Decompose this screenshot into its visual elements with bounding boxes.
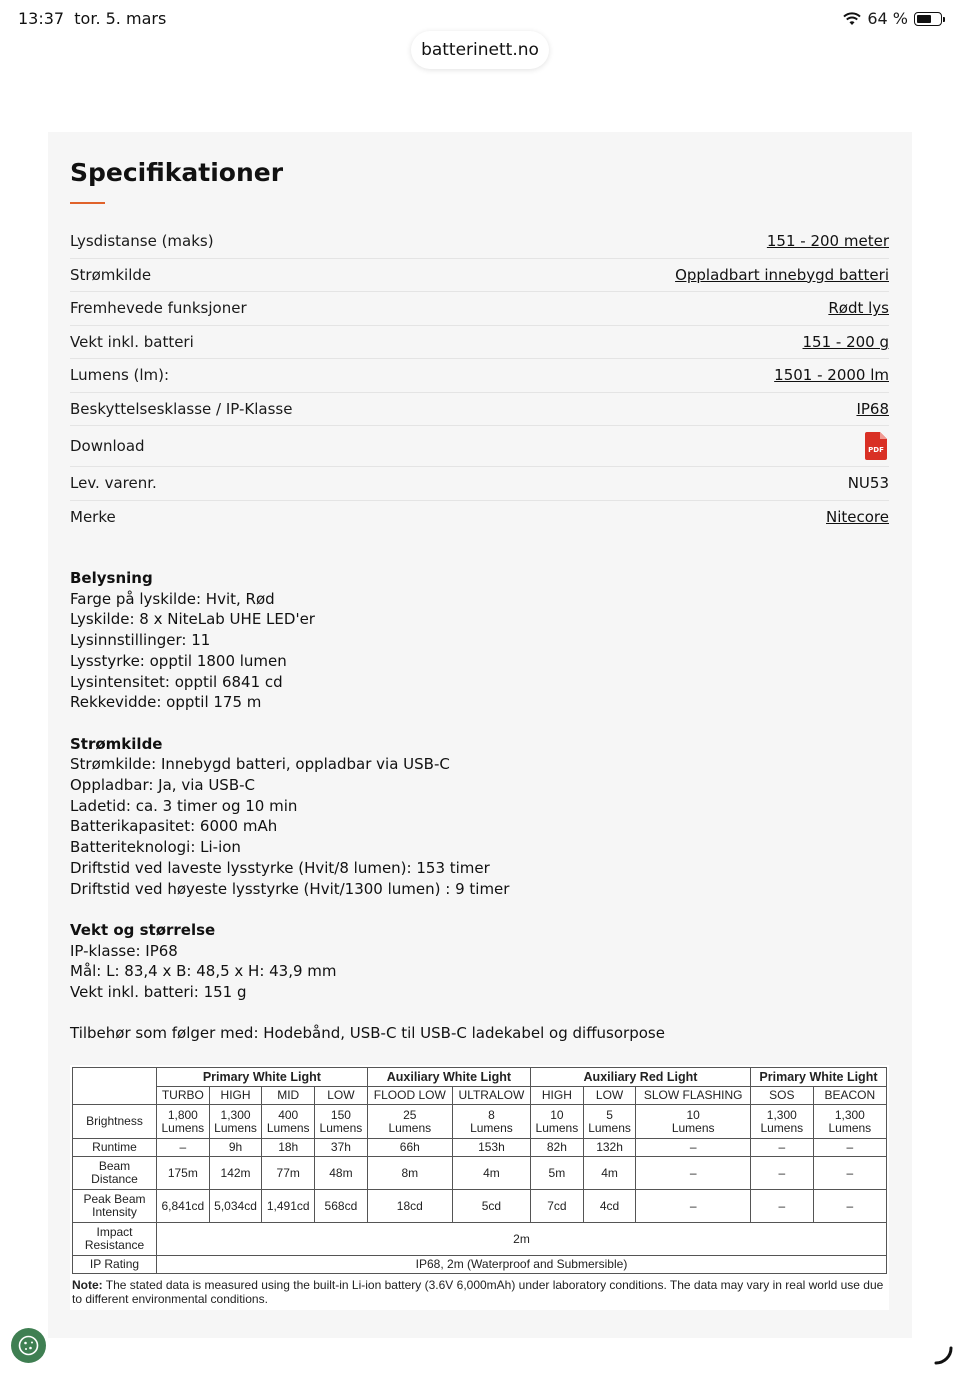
desc-line: Batteriteknologi: Li-ion	[70, 838, 241, 857]
spec-row	[70, 326, 889, 360]
battery-percent: 64 %	[867, 9, 908, 28]
desc-line: Lyskilde: 8 x NiteLab UHE LED'er	[70, 610, 315, 629]
table-row-label: Impact Resistance	[73, 1223, 157, 1256]
table-cell: 1,300 Lumens	[813, 1105, 886, 1139]
table-row-label: Brightness	[73, 1105, 157, 1139]
spec-row	[70, 225, 889, 259]
spec-label: Lev. varenr.	[70, 474, 157, 493]
table-mode-row	[73, 1087, 887, 1105]
spec-row	[70, 501, 889, 535]
table-cell: –	[813, 1157, 886, 1190]
spec-row-download	[70, 426, 889, 467]
table-cell: 18h	[262, 1139, 315, 1157]
table-cell: –	[157, 1139, 210, 1157]
desc-line: Mål: L: 83,4 x B: 48,5 x H: 43,9 mm	[70, 962, 337, 981]
table-cell: –	[750, 1139, 813, 1157]
table-cell: 568cd	[315, 1190, 368, 1223]
table-cell: 153h	[452, 1139, 530, 1157]
table-cell: 18cd	[367, 1190, 452, 1223]
table-cell: 142m	[209, 1157, 262, 1190]
pdf-icon[interactable]	[863, 431, 889, 461]
table-mode-header: ULTRALOW	[452, 1087, 530, 1105]
table-cell: IP68, 2m (Waterproof and Submersible)	[157, 1256, 887, 1274]
table-cell: 10 Lumens	[531, 1105, 584, 1139]
spec-value-link[interactable]: IP68	[856, 399, 889, 418]
table-mode-header: FLOOD LOW	[367, 1087, 452, 1105]
spec-row	[70, 393, 889, 427]
table-group-header: Auxiliary White Light	[367, 1068, 530, 1087]
table-cell: 8m	[367, 1157, 452, 1190]
section-heading: Belysning	[70, 569, 153, 587]
table-mode-header: SOS	[750, 1087, 813, 1105]
table-group-header: Primary White Light	[157, 1068, 368, 1087]
spec-row	[70, 292, 889, 326]
table-cell: 5cd	[452, 1190, 530, 1223]
table-cell: 37h	[315, 1139, 368, 1157]
table-mode-header: LOW	[315, 1087, 368, 1105]
table-mode-header: BEACON	[813, 1087, 886, 1105]
cookie-icon	[11, 1328, 46, 1363]
table-group-header: Auxiliary Red Light	[531, 1068, 751, 1087]
table-row	[73, 1256, 887, 1274]
table-mode-header: SLOW FLASHING	[636, 1087, 751, 1105]
desc-line: Lysinnstillinger: 11	[70, 631, 211, 650]
table-group-row	[73, 1068, 887, 1087]
desc-line: Lysstyrke: opptil 1800 lumen	[70, 651, 287, 670]
accessories-line: Tilbehør som følger med: Hodebånd, USB-C til USB-C ladekabel og diffusorpose	[70, 1024, 665, 1043]
desc-line: Driftstid ved høyeste lysstyrke (Hvit/1300 lumen) : 9 timer	[70, 879, 510, 898]
spec-value-link[interactable]: Rødt lys	[828, 299, 889, 318]
spec-label: Vekt inkl. batteri	[70, 332, 194, 351]
url-bar[interactable]: batterinett.no	[411, 31, 549, 69]
table-mode-header: TURBO	[157, 1087, 210, 1105]
spec-row	[70, 359, 889, 393]
spec-label: Lumens (lm):	[70, 366, 170, 385]
table-cell: 1,800 Lumens	[157, 1105, 210, 1139]
table-cell: 7cd	[531, 1190, 584, 1223]
desc-line: Rekkevidde: opptil 175 m	[70, 693, 262, 712]
table-cell: 8 Lumens	[452, 1105, 530, 1139]
table-cell: 82h	[531, 1139, 584, 1157]
spec-table	[72, 1067, 887, 1274]
spec-label: Fremhevede funksjoner	[70, 299, 247, 318]
desc-line: IP-klasse: IP68	[70, 941, 178, 960]
spec-row	[70, 467, 889, 501]
cookie-settings-button[interactable]	[11, 1328, 46, 1363]
table-row-label: Runtime	[73, 1139, 157, 1157]
table-row	[73, 1139, 887, 1157]
table-mode-header: LOW	[583, 1087, 636, 1105]
status-time: 13:37 tor. 5. mars	[18, 9, 167, 28]
status-right	[843, 9, 942, 28]
table-row	[73, 1223, 887, 1256]
table-cell: 5m	[531, 1157, 584, 1190]
corner-arc-icon	[934, 1346, 954, 1366]
table-row-label: Beam Distance	[73, 1157, 157, 1190]
pdf-icon-label: PDF	[868, 446, 884, 454]
table-cell: 1,491cd	[262, 1190, 315, 1223]
table-cell: 132h	[583, 1139, 636, 1157]
table-cell: –	[813, 1139, 886, 1157]
spec-value-link[interactable]: Oppladbart innebygd batteri	[675, 265, 889, 284]
table-cell: 10 Lumens	[636, 1105, 751, 1139]
desc-line: Oppladbar: Ja, via USB-C	[70, 776, 256, 795]
table-cell: –	[636, 1139, 751, 1157]
table-note: Note: The stated data is measured using the built-in Li-ion battery (3.6V 6,000mAh) under laboratory conditions. The data may vary in real world use due to different environmental conditions.	[72, 1278, 884, 1306]
brand-link[interactable]: Nitecore	[826, 508, 889, 527]
table-cell: 9h	[209, 1139, 262, 1157]
table-cell: 77m	[262, 1157, 315, 1190]
table-row-label: IP Rating	[73, 1256, 157, 1274]
table-cell: 48m	[315, 1157, 368, 1190]
table-cell: 400 Lumens	[262, 1105, 315, 1139]
table-group-header: Primary White Light	[750, 1068, 886, 1087]
desc-line: Ladetid: ca. 3 timer og 10 min	[70, 796, 298, 815]
table-row-label: Peak Beam Intensity	[73, 1190, 157, 1223]
desc-line: Driftstid ved laveste lysstyrke (Hvit/8 lumen): 153 timer	[70, 858, 490, 877]
desc-line: Strømkilde: Innebygd batteri, oppladbar via USB-C	[70, 755, 450, 774]
table-cell: 4m	[583, 1157, 636, 1190]
table-cell: 6,841cd	[157, 1190, 210, 1223]
table-cell: 4cd	[583, 1190, 636, 1223]
table-cell: 1,300 Lumens	[750, 1105, 813, 1139]
spec-value-link[interactable]: 151 - 200 meter	[766, 232, 889, 251]
section-heading: Vekt og størrelse	[70, 920, 216, 939]
spec-label: Merke	[70, 508, 116, 527]
table-cell: –	[636, 1190, 751, 1223]
wifi-icon	[843, 12, 861, 26]
table-mode-header: MID	[262, 1087, 315, 1105]
spec-label: Strømkilde	[70, 265, 152, 284]
table-cell: –	[813, 1190, 886, 1223]
spec-list	[70, 225, 889, 534]
desc-line: Vekt inkl. batteri: 151 g	[70, 983, 247, 1002]
battery-icon	[914, 12, 942, 26]
desc-line: Batterikapasitet: 6000 mAh	[70, 817, 278, 836]
spec-value-link[interactable]: 151 - 200 g	[802, 332, 889, 351]
spec-value: NU53	[847, 474, 889, 493]
table-cell: 4m	[452, 1157, 530, 1190]
table-cell: –	[750, 1157, 813, 1190]
spec-label: Beskyttelsesklasse / IP-Klasse	[70, 399, 293, 418]
spec-table-image	[70, 1065, 889, 1310]
table-cell: 1,300 Lumens	[209, 1105, 262, 1139]
desc-line: Lysintensitet: opptil 6841 cd	[70, 672, 283, 691]
table-mode-header: HIGH	[209, 1087, 262, 1105]
table-cell: 5 Lumens	[583, 1105, 636, 1139]
table-cell: 175m	[157, 1157, 210, 1190]
table-cell: –	[636, 1157, 751, 1190]
table-cell: 66h	[367, 1139, 452, 1157]
title-underline	[70, 202, 105, 204]
desc-line: Farge på lyskilde: Hvit, Rød	[70, 589, 275, 608]
table-corner	[73, 1068, 157, 1105]
page-title: Specifikationer	[70, 158, 284, 187]
table-cell: 5,034cd	[209, 1190, 262, 1223]
table-cell: 150 Lumens	[315, 1105, 368, 1139]
table-row	[73, 1105, 887, 1139]
spec-value-link[interactable]: 1501 - 2000 lm	[774, 366, 889, 385]
table-cell: 25 Lumens	[367, 1105, 452, 1139]
table-row	[73, 1190, 887, 1223]
spec-card	[48, 132, 912, 1338]
table-cell: –	[750, 1190, 813, 1223]
spec-label: Lysdistanse (maks)	[70, 232, 214, 251]
section-heading: Strømkilde	[70, 734, 163, 753]
description	[70, 568, 889, 1044]
table-cell: 2m	[157, 1223, 887, 1256]
table-mode-header: HIGH	[531, 1087, 584, 1105]
table-row	[73, 1157, 887, 1190]
spec-row	[70, 259, 889, 293]
spec-label: Download	[70, 437, 145, 455]
